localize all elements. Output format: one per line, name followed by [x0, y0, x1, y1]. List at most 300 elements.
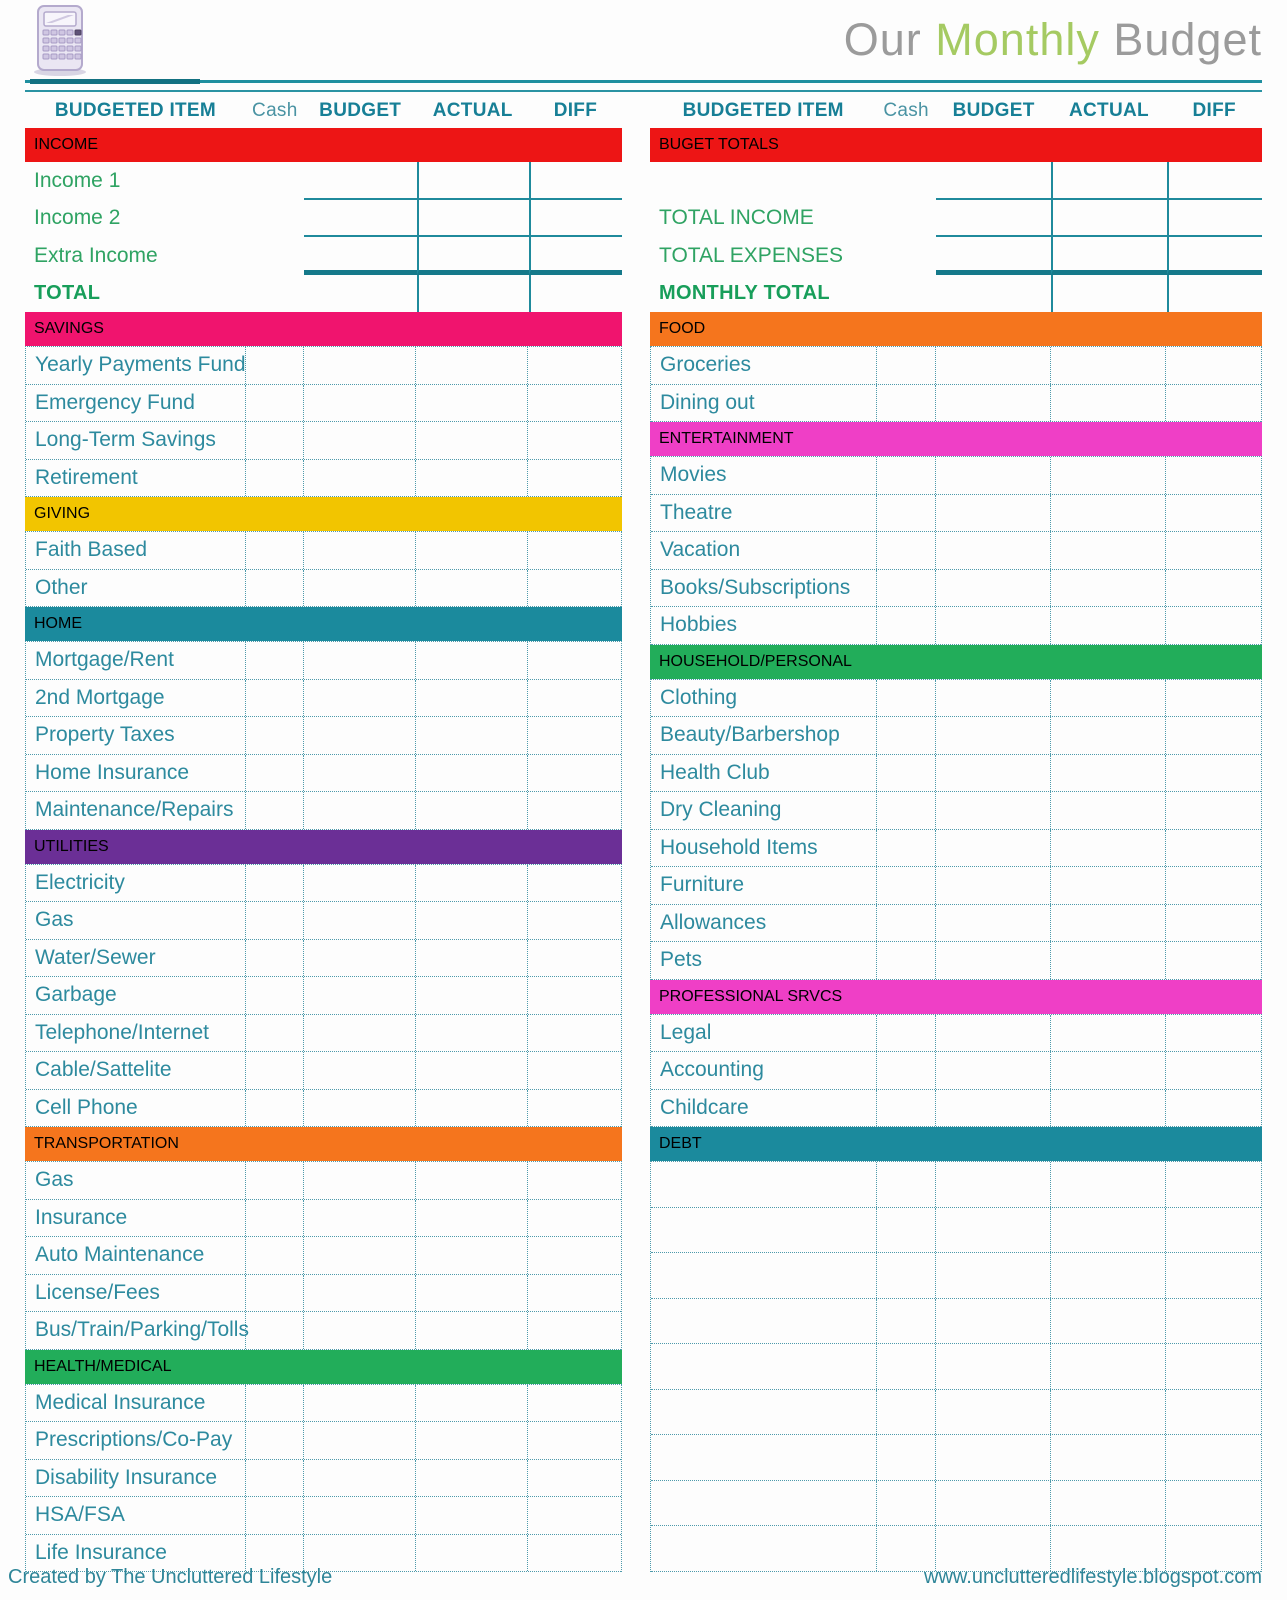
budget-input-cell[interactable] — [304, 1275, 416, 1312]
row-label: Electricity — [35, 870, 125, 894]
diff-input-cell[interactable] — [528, 1460, 621, 1497]
diff-input-cell[interactable] — [1166, 1299, 1261, 1344]
table-row — [26, 977, 621, 1015]
actual-input-cell[interactable] — [416, 1312, 528, 1349]
actual-input-cell[interactable] — [1051, 1299, 1166, 1344]
cash-input-cell[interactable] — [877, 792, 936, 829]
actual-input-cell[interactable] — [1051, 1526, 1166, 1571]
budget-input-cell[interactable] — [936, 1253, 1051, 1298]
cash-input-cell[interactable] — [877, 1344, 936, 1389]
item-cell — [26, 940, 246, 977]
cash-input-cell[interactable] — [246, 642, 304, 679]
diff-input-cell[interactable] — [1166, 1015, 1261, 1052]
cash-input-cell[interactable] — [877, 607, 936, 644]
cash-input-cell[interactable] — [877, 1090, 936, 1127]
actual-input-cell[interactable] — [1051, 200, 1166, 238]
cash-input-cell[interactable] — [246, 1052, 304, 1089]
diff-input-cell[interactable] — [529, 200, 622, 238]
diff-input-cell[interactable] — [528, 385, 621, 422]
budget-input-cell[interactable] — [304, 1052, 416, 1089]
budget-input-cell[interactable] — [936, 200, 1052, 238]
budget-input-cell[interactable] — [304, 570, 416, 607]
actual-input-cell[interactable] — [416, 977, 528, 1014]
table-row — [651, 1090, 1261, 1128]
budget-input-cell[interactable] — [936, 275, 1052, 313]
cash-input-cell[interactable] — [877, 1162, 936, 1207]
cash-input-cell[interactable] — [246, 1497, 304, 1534]
cash-input-cell[interactable] — [246, 1200, 304, 1237]
budget-input-cell[interactable] — [936, 162, 1052, 200]
diff-input-cell[interactable] — [1166, 1090, 1261, 1127]
actual-input-cell[interactable] — [1051, 275, 1166, 313]
item-cell — [26, 1162, 246, 1199]
actual-input-cell[interactable] — [1051, 1208, 1166, 1253]
budget-input-cell[interactable] — [304, 237, 417, 275]
budget-input-cell[interactable] — [936, 1344, 1051, 1389]
table-row — [26, 1052, 621, 1090]
table-row — [25, 275, 622, 313]
actual-input-cell[interactable] — [416, 1090, 528, 1127]
row-label: Household Items — [660, 835, 818, 859]
budget-input-cell[interactable] — [936, 755, 1051, 792]
actual-input-cell[interactable] — [1051, 457, 1166, 494]
section-label: PROFESSIONAL SRVCS — [659, 987, 843, 1005]
actual-input-cell[interactable] — [417, 275, 529, 313]
actual-input-cell[interactable] — [416, 1162, 528, 1199]
budget-input-cell[interactable] — [936, 607, 1051, 644]
diff-input-cell[interactable] — [528, 1312, 621, 1349]
item-cell — [26, 1497, 246, 1534]
diff-input-cell[interactable] — [528, 902, 621, 939]
item-cell — [651, 457, 877, 494]
cash-input-cell[interactable] — [877, 532, 936, 569]
table-row — [651, 347, 1261, 385]
diff-input-cell[interactable] — [1166, 495, 1261, 532]
diff-input-cell[interactable] — [528, 1200, 621, 1237]
diff-input-cell[interactable] — [1166, 867, 1261, 904]
diff-input-cell[interactable] — [1166, 905, 1261, 942]
budget-input-cell[interactable] — [936, 385, 1051, 422]
actual-input-cell[interactable] — [1051, 237, 1166, 275]
budget-input-cell[interactable] — [936, 237, 1052, 275]
section-health-medical — [25, 1384, 622, 1573]
budget-input-cell[interactable] — [304, 940, 416, 977]
diff-input-cell[interactable] — [1166, 830, 1261, 867]
column-headers — [650, 94, 1262, 128]
diff-input-cell[interactable] — [529, 162, 622, 200]
diff-input-cell[interactable] — [1166, 347, 1261, 384]
cash-input-cell[interactable] — [246, 532, 304, 569]
actual-input-cell[interactable] — [1051, 1481, 1166, 1526]
cash-input-cell[interactable] — [246, 422, 304, 459]
diff-input-cell[interactable] — [1166, 1253, 1261, 1298]
row-label: Beauty/Barbershop — [660, 723, 840, 747]
budget-input-cell[interactable] — [936, 1208, 1051, 1253]
row-label: Disability Insurance — [35, 1465, 218, 1489]
budget-input-cell[interactable] — [304, 1422, 416, 1459]
actual-input-cell[interactable] — [1051, 1162, 1166, 1207]
budget-input-cell[interactable] — [936, 1052, 1051, 1089]
table-row — [651, 1052, 1261, 1090]
diff-input-cell[interactable] — [528, 570, 621, 607]
diff-input-cell[interactable] — [1166, 755, 1261, 792]
budget-input-cell[interactable] — [304, 902, 416, 939]
diff-input-cell[interactable] — [528, 1162, 621, 1199]
actual-input-cell[interactable] — [1051, 385, 1166, 422]
diff-input-cell[interactable] — [528, 680, 621, 717]
diff-input-cell[interactable] — [528, 1497, 621, 1534]
budget-input-cell[interactable] — [936, 1390, 1051, 1435]
header-divider-accent — [30, 79, 200, 84]
row-label: Garbage — [35, 983, 117, 1007]
actual-input-cell[interactable] — [416, 940, 528, 977]
actual-input-cell[interactable] — [416, 1015, 528, 1052]
budget-input-cell[interactable] — [304, 532, 416, 569]
diff-input-cell[interactable] — [1166, 1481, 1261, 1526]
diff-input-cell[interactable] — [1167, 200, 1262, 238]
diff-input-cell[interactable] — [528, 792, 621, 829]
actual-input-cell[interactable] — [1051, 1435, 1166, 1480]
budget-tables — [25, 92, 1262, 1572]
diff-input-cell[interactable] — [1166, 385, 1261, 422]
cash-input-cell[interactable] — [877, 830, 936, 867]
budget-input-cell[interactable] — [304, 642, 416, 679]
item-cell — [651, 1208, 877, 1253]
row-label: Books/Subscriptions — [660, 575, 851, 599]
actual-input-cell[interactable] — [1051, 1015, 1166, 1052]
diff-input-cell[interactable] — [1166, 1162, 1261, 1207]
diff-input-cell[interactable] — [1166, 717, 1261, 754]
cash-input-cell[interactable] — [246, 865, 304, 902]
cash-input-cell[interactable] — [246, 460, 304, 497]
diff-input-cell[interactable] — [528, 1385, 621, 1422]
budget-input-cell[interactable] — [304, 1460, 416, 1497]
budget-input-cell[interactable] — [304, 275, 417, 313]
row-label: Childcare — [660, 1095, 749, 1119]
budget-input-cell[interactable] — [936, 717, 1051, 754]
cash-input-cell[interactable] — [877, 1390, 936, 1435]
diff-input-cell[interactable] — [528, 460, 621, 497]
actual-input-cell[interactable] — [1051, 1052, 1166, 1089]
actual-input-cell[interactable] — [1051, 680, 1166, 717]
item-cell — [26, 1312, 249, 1349]
actual-input-cell[interactable] — [416, 642, 528, 679]
budget-input-cell[interactable] — [936, 1526, 1051, 1571]
actual-input-cell[interactable] — [416, 1385, 528, 1422]
cash-input-cell[interactable] — [877, 1052, 936, 1089]
cash-input-cell[interactable] — [877, 570, 936, 607]
actual-input-cell[interactable] — [416, 1460, 528, 1497]
diff-input-cell[interactable] — [1166, 1344, 1261, 1389]
cash-input-cell[interactable] — [246, 1237, 304, 1274]
actual-input-cell[interactable] — [416, 347, 528, 384]
actual-input-cell[interactable] — [416, 755, 528, 792]
cash-input-cell[interactable] — [877, 942, 936, 979]
actual-input-cell[interactable] — [1051, 717, 1166, 754]
cash-input-cell[interactable] — [877, 385, 936, 422]
actual-input-cell[interactable] — [417, 237, 529, 275]
item-cell — [651, 1015, 877, 1052]
cash-input-cell[interactable] — [877, 457, 936, 494]
column-header-budget: BUDGET — [319, 100, 402, 121]
item-cell — [26, 865, 246, 902]
item-cell — [26, 792, 246, 829]
budget-input-cell[interactable] — [304, 385, 416, 422]
actual-input-cell[interactable] — [416, 1497, 528, 1534]
budget-input-cell[interactable] — [936, 905, 1051, 942]
table-row — [26, 1497, 621, 1535]
cash-input-cell[interactable] — [246, 680, 304, 717]
diff-input-cell[interactable] — [1166, 457, 1261, 494]
cash-input-cell[interactable] — [877, 905, 936, 942]
actual-input-cell[interactable] — [416, 1237, 528, 1274]
cash-input-cell[interactable] — [877, 717, 936, 754]
budget-input-cell[interactable] — [304, 977, 416, 1014]
cash-input-cell[interactable] — [877, 755, 936, 792]
cash-input-cell[interactable] — [246, 717, 304, 754]
actual-input-cell[interactable] — [416, 570, 528, 607]
cash-input-cell[interactable] — [877, 867, 936, 904]
table-row — [651, 1015, 1261, 1053]
budget-input-cell[interactable] — [304, 162, 417, 200]
section-label: TRANSPORTATION — [34, 1135, 179, 1152]
actual-input-cell[interactable] — [416, 717, 528, 754]
cash-input-cell[interactable] — [877, 1299, 936, 1344]
diff-input-cell[interactable] — [1166, 1526, 1261, 1571]
budget-input-cell[interactable] — [936, 1090, 1051, 1127]
budget-input-cell[interactable] — [304, 1015, 416, 1052]
row-label: Retirement — [35, 465, 138, 489]
budget-input-cell[interactable] — [304, 1200, 416, 1237]
table-row — [26, 902, 621, 940]
table-row — [26, 1237, 621, 1275]
budget-input-cell[interactable] — [936, 532, 1051, 569]
table-row — [26, 1275, 621, 1313]
budget-input-cell[interactable] — [304, 347, 416, 384]
diff-input-cell[interactable] — [529, 237, 622, 275]
cash-input-cell[interactable] — [246, 1312, 304, 1349]
section-band-buget-totals — [650, 128, 1262, 162]
cash-input-cell[interactable] — [246, 570, 304, 607]
actual-input-cell[interactable] — [417, 200, 529, 238]
actual-input-cell[interactable] — [1051, 1390, 1166, 1435]
diff-input-cell[interactable] — [528, 1015, 621, 1052]
actual-input-cell[interactable] — [416, 680, 528, 717]
diff-input-cell[interactable] — [528, 717, 621, 754]
section-label: FOOD — [659, 320, 706, 337]
budget-input-cell[interactable] — [936, 1015, 1051, 1052]
actual-input-cell[interactable] — [1051, 1344, 1166, 1389]
actual-input-cell[interactable] — [1051, 532, 1166, 569]
cash-input-cell[interactable] — [877, 1526, 936, 1571]
cash-input-cell[interactable] — [877, 680, 936, 717]
section-savings — [25, 346, 622, 497]
budget-input-cell[interactable] — [936, 792, 1051, 829]
diff-input-cell[interactable] — [528, 1275, 621, 1312]
actual-input-cell[interactable] — [416, 1422, 528, 1459]
diff-input-cell[interactable] — [1166, 1435, 1261, 1480]
actual-input-cell[interactable] — [416, 532, 528, 569]
row-label: TOTAL EXPENSES — [659, 243, 844, 267]
budget-input-cell[interactable] — [304, 460, 416, 497]
table-row — [25, 162, 622, 200]
diff-input-cell[interactable] — [528, 1090, 621, 1127]
table-row — [26, 532, 621, 570]
diff-input-cell[interactable] — [528, 642, 621, 679]
diff-input-cell[interactable] — [1166, 942, 1261, 979]
budget-input-cell[interactable] — [936, 680, 1051, 717]
cash-input-cell[interactable] — [877, 1481, 936, 1526]
budget-input-cell[interactable] — [936, 1435, 1051, 1480]
cash-input-cell[interactable] — [246, 1090, 304, 1127]
item-cell — [651, 1299, 877, 1344]
diff-input-cell[interactable] — [528, 532, 621, 569]
diff-input-cell[interactable] — [528, 977, 621, 1014]
actual-input-cell[interactable] — [416, 865, 528, 902]
actual-input-cell[interactable] — [417, 162, 529, 200]
actual-input-cell[interactable] — [1051, 830, 1166, 867]
diff-input-cell[interactable] — [528, 422, 621, 459]
cash-input-cell[interactable] — [246, 347, 304, 384]
item-cell — [26, 1200, 246, 1237]
budget-input-cell[interactable] — [304, 200, 417, 238]
actual-input-cell[interactable] — [1051, 347, 1166, 384]
diff-input-cell[interactable] — [1166, 1208, 1261, 1253]
cash-input-cell[interactable] — [246, 940, 304, 977]
actual-input-cell[interactable] — [416, 902, 528, 939]
diff-input-cell[interactable] — [528, 1237, 621, 1274]
cash-input-cell[interactable] — [246, 1162, 304, 1199]
table-row — [651, 680, 1261, 718]
item-cell — [26, 385, 246, 422]
diff-input-cell[interactable] — [529, 275, 622, 313]
diff-input-cell[interactable] — [528, 1052, 621, 1089]
section-transportation — [25, 1161, 622, 1350]
budget-input-cell[interactable] — [936, 1481, 1051, 1526]
item-cell — [651, 1481, 877, 1526]
cash-input-cell[interactable] — [246, 902, 304, 939]
diff-input-cell[interactable] — [1167, 275, 1262, 313]
diff-input-cell[interactable] — [1166, 607, 1261, 644]
budget-input-cell[interactable] — [304, 1162, 416, 1199]
diff-input-cell[interactable] — [1166, 532, 1261, 569]
actual-input-cell[interactable] — [1051, 495, 1166, 532]
cash-input-cell[interactable] — [246, 1275, 304, 1312]
diff-input-cell[interactable] — [528, 347, 621, 384]
cash-input-cell[interactable] — [877, 1208, 936, 1253]
diff-input-cell[interactable] — [528, 865, 621, 902]
actual-input-cell[interactable] — [416, 460, 528, 497]
actual-input-cell[interactable] — [1051, 1253, 1166, 1298]
table-row — [26, 680, 621, 718]
section-band-giving — [25, 497, 622, 531]
diff-input-cell[interactable] — [1166, 792, 1261, 829]
row-label: Gas — [35, 908, 74, 932]
diff-input-cell[interactable] — [528, 940, 621, 977]
budget-input-cell[interactable] — [936, 1299, 1051, 1344]
cash-input-cell[interactable] — [877, 347, 936, 384]
section-band-food — [650, 312, 1262, 346]
budget-input-cell[interactable] — [936, 867, 1051, 904]
actual-input-cell[interactable] — [416, 422, 528, 459]
actual-input-cell[interactable] — [416, 385, 528, 422]
budget-input-cell[interactable] — [936, 570, 1051, 607]
budget-input-cell[interactable] — [304, 717, 416, 754]
actual-input-cell[interactable] — [1051, 1090, 1166, 1127]
section-band-home — [25, 607, 622, 641]
section-band-professional-srvcs — [650, 980, 1262, 1014]
budget-input-cell[interactable] — [936, 347, 1051, 384]
diff-input-cell[interactable] — [528, 1422, 621, 1459]
diff-input-cell[interactable] — [1166, 1390, 1261, 1435]
actual-input-cell[interactable] — [1051, 755, 1166, 792]
actual-input-cell[interactable] — [1051, 867, 1166, 904]
budget-input-cell[interactable] — [304, 1090, 416, 1127]
budget-input-cell[interactable] — [936, 830, 1051, 867]
diff-input-cell[interactable] — [1166, 1052, 1261, 1089]
actual-input-cell[interactable] — [1051, 162, 1166, 200]
budget-input-cell[interactable] — [936, 942, 1051, 979]
actual-input-cell[interactable] — [1051, 570, 1166, 607]
actual-input-cell[interactable] — [1051, 905, 1166, 942]
diff-input-cell[interactable] — [1167, 162, 1262, 200]
cash-input-cell[interactable] — [877, 495, 936, 532]
diff-input-cell[interactable] — [528, 755, 621, 792]
row-label: Cable/Sattelite — [35, 1058, 172, 1082]
actual-input-cell[interactable] — [416, 792, 528, 829]
cash-input-cell[interactable] — [246, 977, 304, 1014]
actual-input-cell[interactable] — [1051, 607, 1166, 644]
diff-input-cell[interactable] — [1166, 570, 1261, 607]
budget-input-cell[interactable] — [304, 422, 416, 459]
diff-input-cell[interactable] — [1167, 237, 1262, 275]
budget-input-cell[interactable] — [304, 1385, 416, 1422]
actual-input-cell[interactable] — [416, 1052, 528, 1089]
diff-input-cell[interactable] — [1166, 680, 1261, 717]
budget-input-cell[interactable] — [304, 865, 416, 902]
cash-input-cell[interactable] — [877, 1435, 936, 1480]
actual-input-cell[interactable] — [1051, 792, 1166, 829]
item-cell — [651, 680, 877, 717]
budget-input-cell[interactable] — [936, 495, 1051, 532]
budget-input-cell[interactable] — [304, 680, 416, 717]
item-cell — [26, 347, 246, 384]
actual-input-cell[interactable] — [1051, 942, 1166, 979]
item-cell — [651, 607, 877, 644]
row-label: Other — [35, 575, 88, 599]
budget-input-cell[interactable] — [304, 792, 416, 829]
cash-input-cell[interactable] — [246, 385, 304, 422]
cash-input-cell[interactable] — [246, 792, 304, 829]
cash-input-cell[interactable] — [246, 755, 304, 792]
budget-input-cell[interactable] — [304, 755, 416, 792]
budget-input-cell[interactable] — [304, 1312, 416, 1349]
cash-input-cell[interactable] — [877, 1253, 936, 1298]
item-cell — [26, 570, 246, 607]
actual-input-cell[interactable] — [416, 1275, 528, 1312]
budget-input-cell[interactable] — [936, 457, 1051, 494]
budget-input-cell[interactable] — [304, 1237, 416, 1274]
cash-input-cell[interactable] — [246, 1422, 304, 1459]
cash-input-cell[interactable] — [246, 1460, 304, 1497]
cash-input-cell[interactable] — [246, 1385, 304, 1422]
cash-input-cell[interactable] — [877, 1015, 936, 1052]
row-label: Maintenance/Repairs — [35, 798, 234, 822]
cash-input-cell[interactable] — [246, 1015, 304, 1052]
budget-input-cell[interactable] — [304, 1497, 416, 1534]
actual-input-cell[interactable] — [416, 1200, 528, 1237]
budget-input-cell[interactable] — [936, 1162, 1051, 1207]
